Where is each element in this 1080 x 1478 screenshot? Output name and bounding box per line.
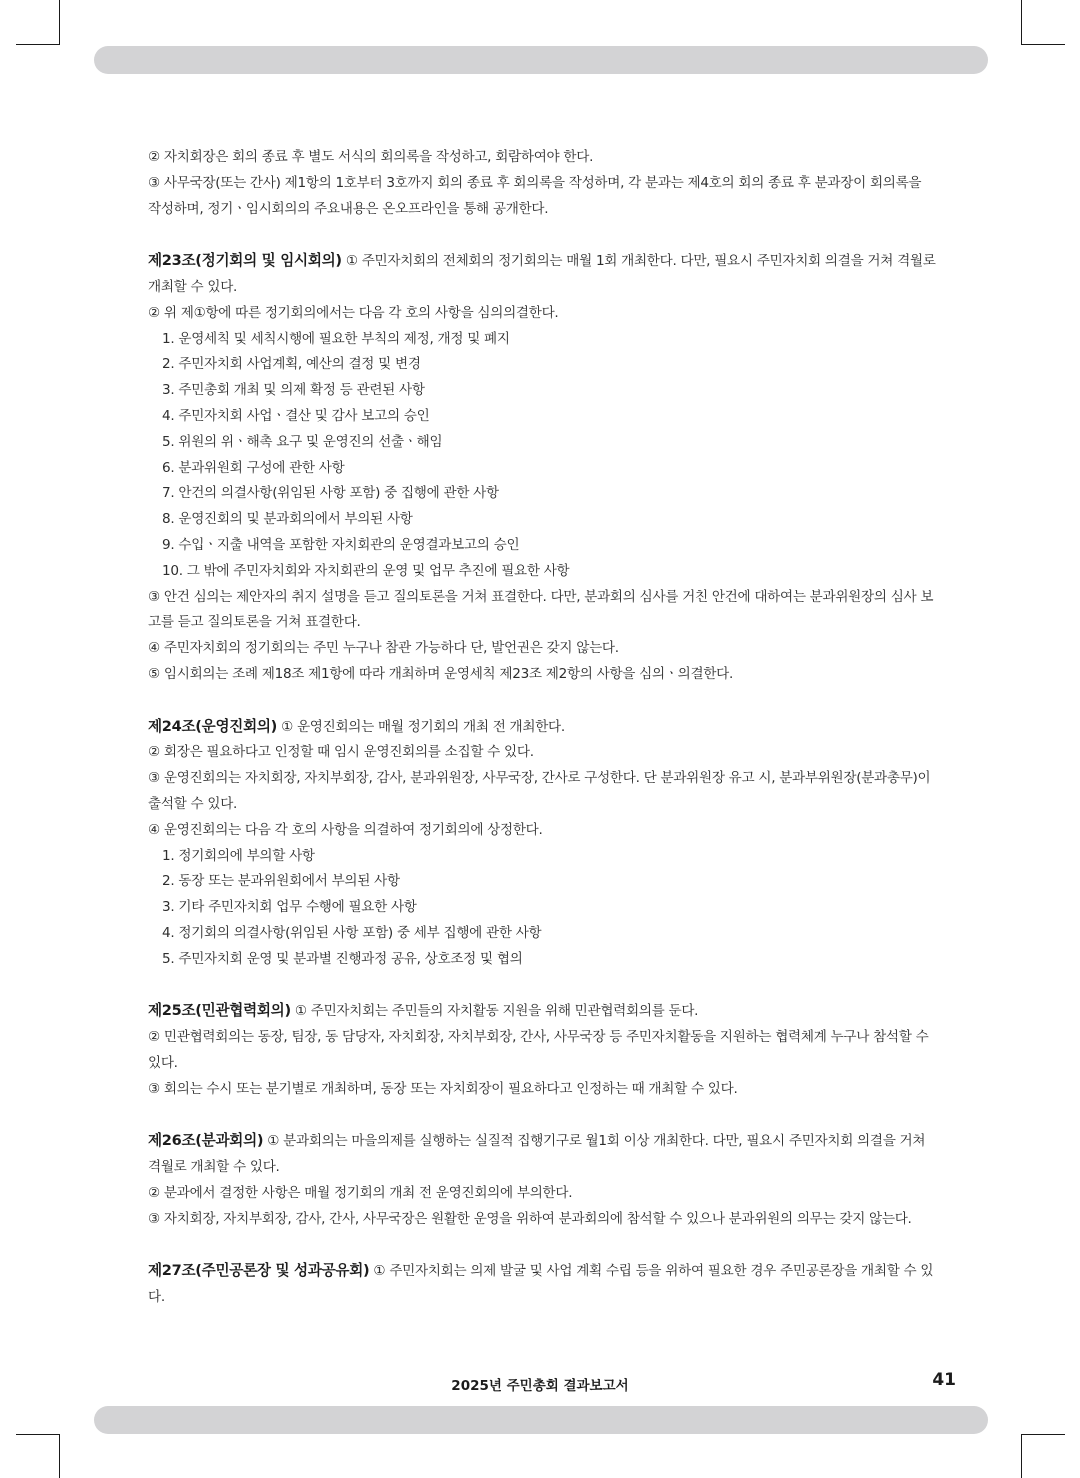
clause-paragraph: ③ 운영진회의는 자치회장, 자치부회장, 감사, 분과위원장, 사무국장, 간사로 구성한다. 단 분과위원장 유고 시, 분과부위원장(분과총무)이 출석할 수 있다.: [148, 770, 931, 812]
intro-line: ② 자치회장은 회의 종료 후 별도 서식의 회의록을 작성하고, 회람하여야 한다.: [148, 149, 594, 165]
numbered-item: 10. 그 밖에 주민자치회와 자치회관의 운영 및 업무 추진에 필요한 사항: [162, 562, 570, 579]
article-lead-paragraph: [148, 248, 938, 301]
article-title: 제25조(민관협력회의): [148, 1002, 291, 1020]
article-sections: [148, 248, 938, 1311]
numbered-item: 3. 기타 주민자치회 업무 수행에 필요한 사항: [162, 899, 417, 916]
article-lead-text: ① 주민자치회는 주민들의 자치활동 지원을 위해 민관협력회의를 둔다.: [290, 1003, 699, 1020]
numbered-item: 2. 동장 또는 분과위원회에서 부의된 사항: [162, 873, 400, 890]
intro-line: ③ 사무국장(또는 간사) 제1항의 1호부터 3호까지 회의 종료 후 회의록을 작성하며, 각 분과는 제4호의 회의 종료 후 분과장이 회의록을 작성하며, 정기ㆍ임시회의의 주요내용은 온오프라인을 통해 공개한다.: [148, 174, 922, 217]
article-title: 제24조(운영진회의): [148, 717, 278, 735]
article-lead-text: ① 분과회의는 마을의제를 실행하는 실질적 집행기구로 월1회 이상 개최한다. 다만, 필요시 주민자치회 의결을 거쳐 격월로 개최할 수 있다.: [148, 1133, 926, 1176]
clause-paragraph: ② 민관협력회의는 동장, 팀장, 동 담당자, 자치회장, 자치부회장, 간사, 사무국장 등 주민자치활동을 지원하는 협력체계 누구나 참석할 수 있다.: [148, 1029, 929, 1071]
article-section: [148, 1128, 938, 1232]
clause-paragraph: ④ 주민자치회의 정기회의는 주민 누구나 참관 가능하다 단, 발언권은 갖지 않는다.: [148, 640, 619, 657]
clause-paragraph: ② 분과에서 결정한 사항은 매월 정기회의 개최 전 운영진회의에 부의한다.: [148, 1184, 573, 1201]
footer-title: 2025년 주민총회 결과보고서: [451, 1378, 629, 1394]
article-lead-paragraph: [148, 1128, 938, 1181]
numbered-item: 8. 운영진회의 및 분과회의에서 부의된 사항: [162, 511, 413, 528]
numbered-item: 6. 분과위원회 구성에 관한 사항: [162, 459, 345, 476]
numbered-item: 3. 주민총회 개최 및 의제 확정 등 관련된 사항: [162, 382, 425, 399]
page-number: 41: [932, 1370, 956, 1390]
article-lead-paragraph: [148, 714, 938, 741]
article-title: 제23조(정기회의 및 임시회의): [148, 252, 342, 270]
numbered-item: 1. 정기회의에 부의할 사항: [162, 847, 315, 864]
clause-paragraph: ③ 자치회장, 자치부회장, 감사, 간사, 사무국장은 원활한 운영을 위하여 분과회의에 참석할 수 있으나 분과위원의 의무는 갖지 않는다.: [148, 1210, 912, 1227]
clause-paragraph: ④ 운영진회의는 다음 각 호의 사항을 의결하여 정기회의에 상정한다.: [148, 821, 543, 838]
article-lead-paragraph: [148, 998, 938, 1025]
numbered-item: 4. 주민자치회 사업ㆍ결산 및 감사 보고의 승인: [162, 407, 430, 424]
header-bar: [94, 46, 988, 74]
numbered-item: 7. 안건의 의결사항(위임된 사항 포함) 중 집행에 관한 사항: [162, 485, 499, 502]
article-lead-paragraph: [148, 1258, 938, 1311]
numbered-item: 4. 정기회의 의결사항(위임된 사항 포함) 중 세부 집행에 관한 사항: [162, 924, 542, 941]
numbered-item: 2. 주민자치회 사업계획, 예산의 결정 및 변경: [162, 356, 421, 373]
article-section: [148, 1258, 938, 1311]
numbered-item: 5. 주민자치회 운영 및 분과별 진행과정 공유, 상호조정 및 협의: [162, 950, 523, 967]
footer-bar: [94, 1406, 988, 1434]
document-body: [148, 145, 938, 1311]
intro-block: [148, 145, 938, 222]
clause-paragraph: ③ 회의는 수시 또는 분기별로 개최하며, 동장 또는 자치회장이 필요하다고 인정하는 때 개최할 수 있다.: [148, 1080, 738, 1097]
article-title: 제26조(분과회의): [148, 1132, 264, 1150]
numbered-item: 9. 수입ㆍ지출 내역을 포함한 자치회관의 운영결과보고의 승인: [162, 536, 520, 553]
article-lead-text: ① 주민자치회의 전체회의 정기회의는 매월 1회 개최한다. 다만, 필요시 주민자치회 의결을 거쳐 격월로 개최할 수 있다.: [148, 253, 936, 295]
numbered-item: 1. 운영세칙 및 세칙시행에 필요한 부칙의 제정, 개정 및 폐지: [162, 330, 510, 347]
clause-paragraph: ② 회장은 필요하다고 인정할 때 임시 운영진회의를 소집할 수 있다.: [148, 744, 534, 761]
article-lead-text: ① 주민자치회는 의제 발굴 및 사업 계획 수립 등을 위하여 필요한 경우 주민공론장을 개최할 수 있다.: [148, 1263, 934, 1306]
article-title: 제27조(주민공론장 및 성과공유회): [148, 1262, 370, 1280]
clause-paragraph: ③ 안건 심의는 제안자의 취지 설명을 듣고 질의토론을 거쳐 표결한다. 다만, 분과회의 심사를 거친 안건에 대하여는 분과위원장의 심사 보고를 듣고 질의토론을 거쳐 표결한다.: [148, 588, 934, 631]
article-section: [148, 248, 938, 688]
clause-paragraph: ② 위 제①항에 따른 정기회의에서는 다음 각 호의 사항을 심의의결한다.: [148, 304, 559, 321]
article-section: [148, 714, 938, 973]
article-lead-text: ① 운영진회의는 매월 정기회의 개최 전 개최한다.: [277, 718, 565, 735]
article-section: [148, 998, 938, 1102]
numbered-item: 5. 위원의 위ㆍ해촉 요구 및 운영진의 선출ㆍ해임: [162, 433, 443, 450]
clause-paragraph: ⑤ 임시회의는 조례 제18조 제1항에 따라 개최하며 운영세칙 제23조 제2항의 사항을 심의ㆍ의결한다.: [148, 665, 733, 682]
